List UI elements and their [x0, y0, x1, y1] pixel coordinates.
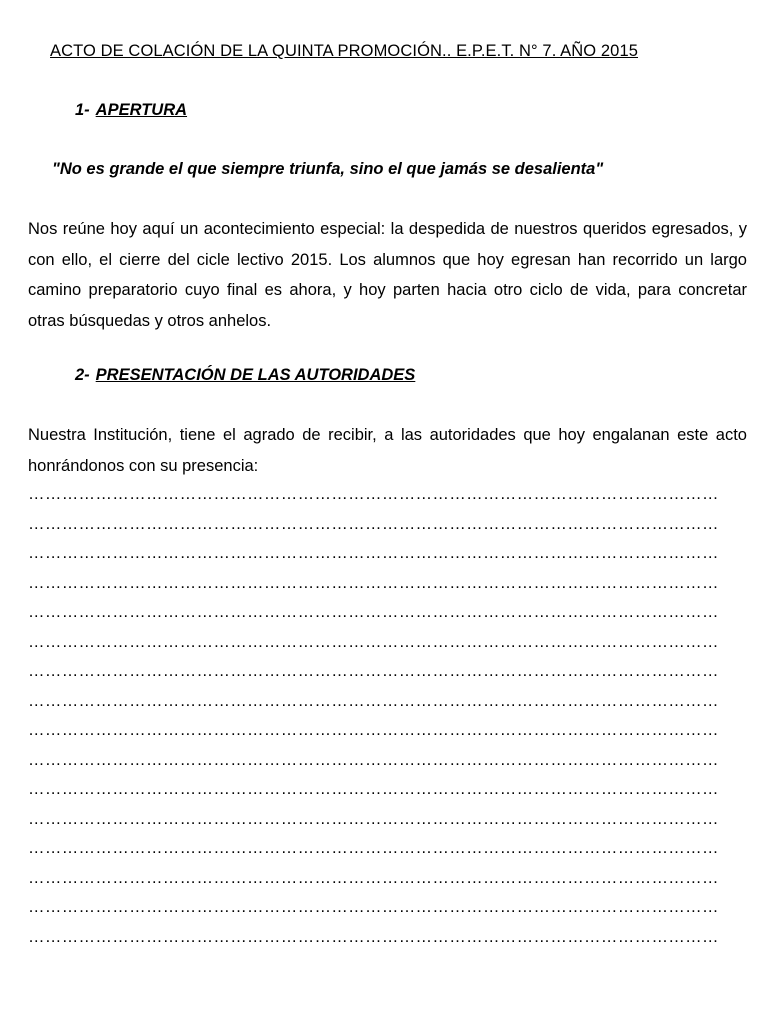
blank-line: ……………………………………………………………………………………………………………: [28, 485, 719, 503]
document-title: ACTO DE COLACIÓN DE LA QUINTA PROMOCIÓN.. E.P.E.T. N° 7. AÑO 2015: [50, 42, 639, 60]
blank-lines-list: [28, 480, 733, 952]
blank-line: ……………………………………………………………………………………………………………: [28, 750, 719, 769]
blank-line: ……………………………………………………………………………………………………………: [28, 603, 719, 621]
blank-line: ……………………………………………………………………………………………………………: [28, 632, 719, 651]
blank-line: ……………………………………………………………………………………………………………: [28, 927, 719, 946]
section-number: 2-: [75, 366, 90, 384]
opening-paragraph: Nos reúne hoy aquí un acontecimiento especial: la despedida de nuestros queridos egresados, y con ello, el cierre del cicle lectivo 2015. Los alumnos que hoy egresan han recorrido un largo camino preparatorio cuyo final es ahora, y hoy parten hacia otro ciclo de vida, para concretar otras búsquedas y otros anhelos.: [28, 220, 747, 330]
section-title: APERTURA: [95, 101, 188, 119]
blank-line: ……………………………………………………………………………………………………………: [28, 898, 719, 916]
section-title: PRESENTACIÓN DE LAS AUTORIDADES: [95, 366, 416, 384]
blank-line: ……………………………………………………………………………………………………………: [28, 514, 719, 533]
opening-quote: "No es grande el que siempre triunfa, sino el que jamás se desalienta": [52, 160, 604, 178]
blank-line: ……………………………………………………………………………………………………………: [28, 721, 719, 739]
authorities-paragraph: Nuestra Institución, tiene el agrado de recibir, a las autoridades que hoy engalanan este acto honrándonos con su presencia:: [28, 426, 747, 475]
section-heading-autoridades: [75, 366, 415, 385]
blank-line: ……………………………………………………………………………………………………………: [28, 780, 719, 798]
blank-line: ……………………………………………………………………………………………………………: [28, 809, 719, 828]
blank-line: ……………………………………………………………………………………………………………: [28, 544, 719, 562]
blank-line: ……………………………………………………………………………………………………………: [28, 868, 719, 887]
blank-line: ……………………………………………………………………………………………………………: [28, 839, 719, 857]
blank-line: ……………………………………………………………………………………………………………: [28, 573, 719, 592]
section-number: 1-: [75, 101, 90, 119]
section-heading-apertura: [75, 101, 187, 120]
blank-line: ……………………………………………………………………………………………………………: [28, 662, 719, 680]
blank-line: ……………………………………………………………………………………………………………: [28, 691, 719, 710]
